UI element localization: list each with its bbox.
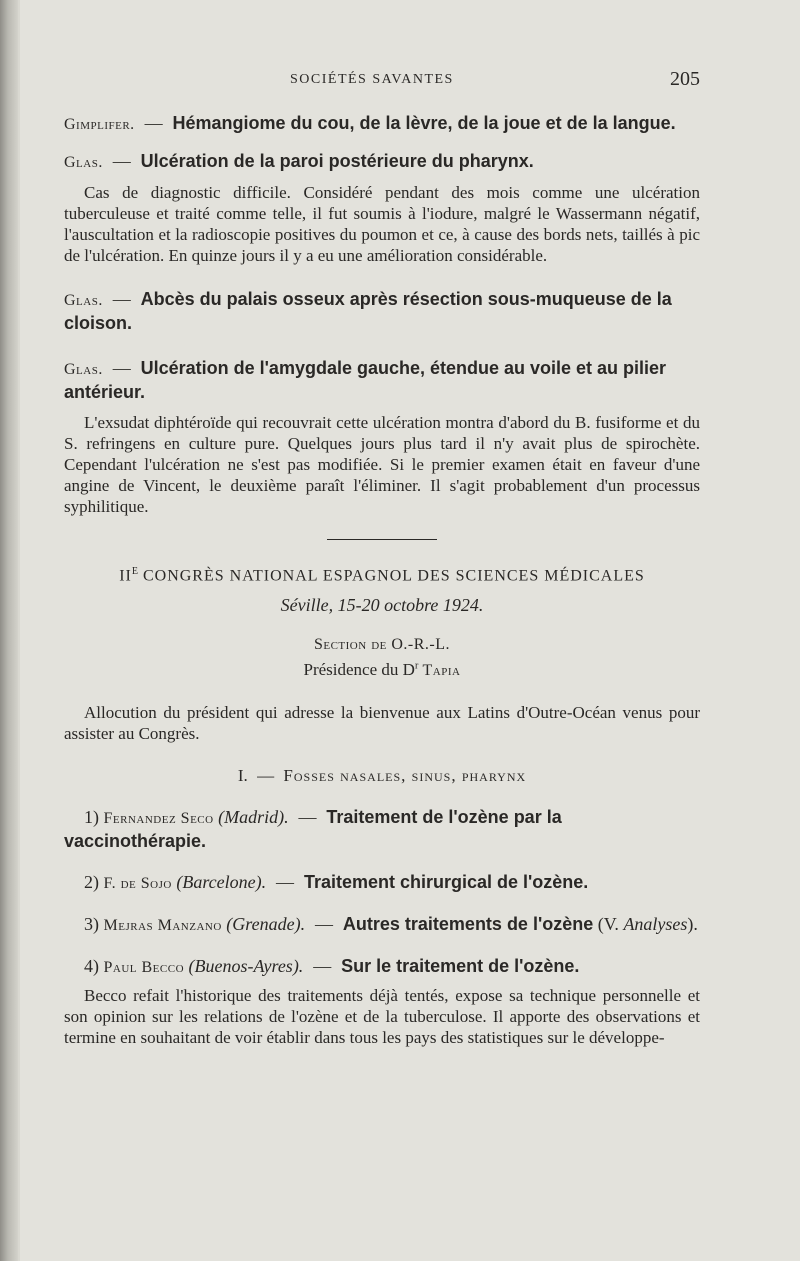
talk-num: 2) — [84, 872, 99, 893]
talk-ref-prefix: (V. — [597, 914, 619, 935]
section-divider — [327, 539, 437, 540]
talk-place: (Madrid). — [218, 807, 289, 828]
entry-text: L'exsudat diphtéroïde qui recouvrait cette ulcération montra d'abord du B. fusiforme et du S. refringens en culture pure. Quelques jours plus tard il n'y avait plus de spirochète. Cependant l'ulcération ne s'est pas modifiée. Si le premier examen était en faveur d'une angine de Vincent, le deuxième paraît l'éliminer. Il s'agit probablement d'un processus syphilitique. — [64, 413, 700, 516]
talk-author: Fernandez Seco — [103, 810, 214, 828]
congress-ordinal: II — [119, 567, 132, 585]
talk-author: Paul Becco — [103, 959, 185, 977]
presidence-sup: r — [414, 660, 419, 672]
entry-author: Glas. — [64, 154, 103, 171]
talk-text: Becco refait l'historique des traitements déjà tentés, expose sa technique personnelle et son opinion sur les relations de l'ozène et de la tuberculose. Il apporte des observations et termine en souhaitant de voir établir dans tous les pays des statistiques sur le développe- — [64, 986, 700, 1048]
entry-dash: — — [112, 358, 131, 378]
running-header — [20, 68, 800, 96]
entry-title: Ulcération de la paroi postérieure du pharynx. — [140, 151, 534, 171]
congress-title: CONGRÈS NATIONAL ESPAGNOL DES SCIENCES MÉDICALES — [142, 567, 645, 585]
talk-2 — [64, 871, 700, 895]
entry-dash: — — [112, 289, 131, 309]
entry-author: Gimplifer. — [64, 116, 135, 133]
talk-4 — [64, 955, 700, 979]
congress-ordinal-sup: E — [131, 566, 138, 577]
talk-num: 4) — [84, 956, 99, 977]
talk-3 — [64, 913, 700, 937]
talk-num: 3) — [84, 914, 99, 935]
talk-ref-italic: Analyses — [623, 914, 688, 935]
talk-title: Traitement chirurgical de l'ozène. — [303, 872, 589, 893]
talk-num: 1) — [84, 807, 99, 828]
running-title: SOCIÉTÉS SAVANTES — [290, 72, 454, 87]
subsection-heading — [64, 766, 700, 786]
allocution-text: Allocution du président qui adresse la bienvenue aux Latins d'Outre-Océan venus pour assister au Congrès. — [64, 703, 700, 744]
subsection-title: Fosses nasales, sinus, pharynx — [283, 766, 527, 786]
page-binding-edge — [0, 0, 18, 1261]
page-number: 205 — [670, 68, 700, 90]
talk-ref-end: ). — [687, 914, 698, 935]
section-line — [64, 634, 700, 654]
entry-author: Glas. — [64, 361, 103, 378]
presidence-line — [64, 660, 700, 680]
talk-dash: — — [313, 956, 332, 977]
talk-title: Autres traitements de l'ozène — [342, 914, 594, 935]
entry-glas-abces — [64, 288, 700, 335]
page-content — [64, 112, 700, 1070]
talk-dash: — — [315, 914, 333, 935]
entry-dash: — — [144, 113, 163, 133]
subsection-num: I. — [237, 766, 248, 786]
talk-dash: — — [298, 807, 317, 828]
talk-author: F. de Sojo — [103, 875, 172, 893]
entry-glas-pharynx — [64, 150, 700, 174]
presidence-prefix: Présidence du D — [303, 660, 415, 680]
talk-place: (Buenos-Ayres). — [188, 956, 304, 977]
talk-place: (Grenade). — [226, 914, 306, 935]
entry-text: Cas de diagnostic difficile. Considéré pendant des mois comme une ulcération tuberculeuse et traité comme telle, il fut soumis à l'iodure, malgré le Wassermann négatif, l'auscultation et la radioscopie positives du poumon et ce, à cause des bords nets, taillés à pic de l'ulcération. En quinze jours il y a eu une amélioration considérable. — [64, 183, 700, 265]
entry-title: Abcès du palais osseux après résection sous-muqueuse de la cloison. — [64, 289, 672, 333]
entry-author: Glas. — [64, 292, 103, 309]
entry-title: Hémangiome du cou, de la lèvre, de la joue et de la langue. — [172, 113, 676, 133]
congress-date: Séville, 15-20 octobre 1924. — [280, 595, 484, 616]
entry-glas-amygdale — [64, 357, 700, 404]
talk-author: Mejras Manzano — [103, 917, 222, 935]
talk-1 — [64, 806, 700, 853]
section-label: Section de O.-R.-L. — [313, 636, 451, 654]
entry-title: Ulcération de l'amygdale gauche, étendue au voile et au pilier antérieur. — [64, 358, 667, 402]
subsection-dash: — — [257, 766, 275, 786]
entry-gimplifer — [64, 112, 700, 136]
talk-title: Sur le traitement de l'ozène. — [341, 956, 580, 977]
presidence-name: Tapia — [422, 662, 461, 680]
talk-title: Traitement de l'ozène par la vaccinothérapie. — [64, 807, 562, 852]
talk-place: (Barcelone). — [176, 872, 267, 893]
entry-dash: — — [112, 151, 131, 171]
document-page — [20, 0, 800, 1261]
congress-heading — [64, 566, 700, 585]
talk-dash: — — [276, 872, 295, 893]
